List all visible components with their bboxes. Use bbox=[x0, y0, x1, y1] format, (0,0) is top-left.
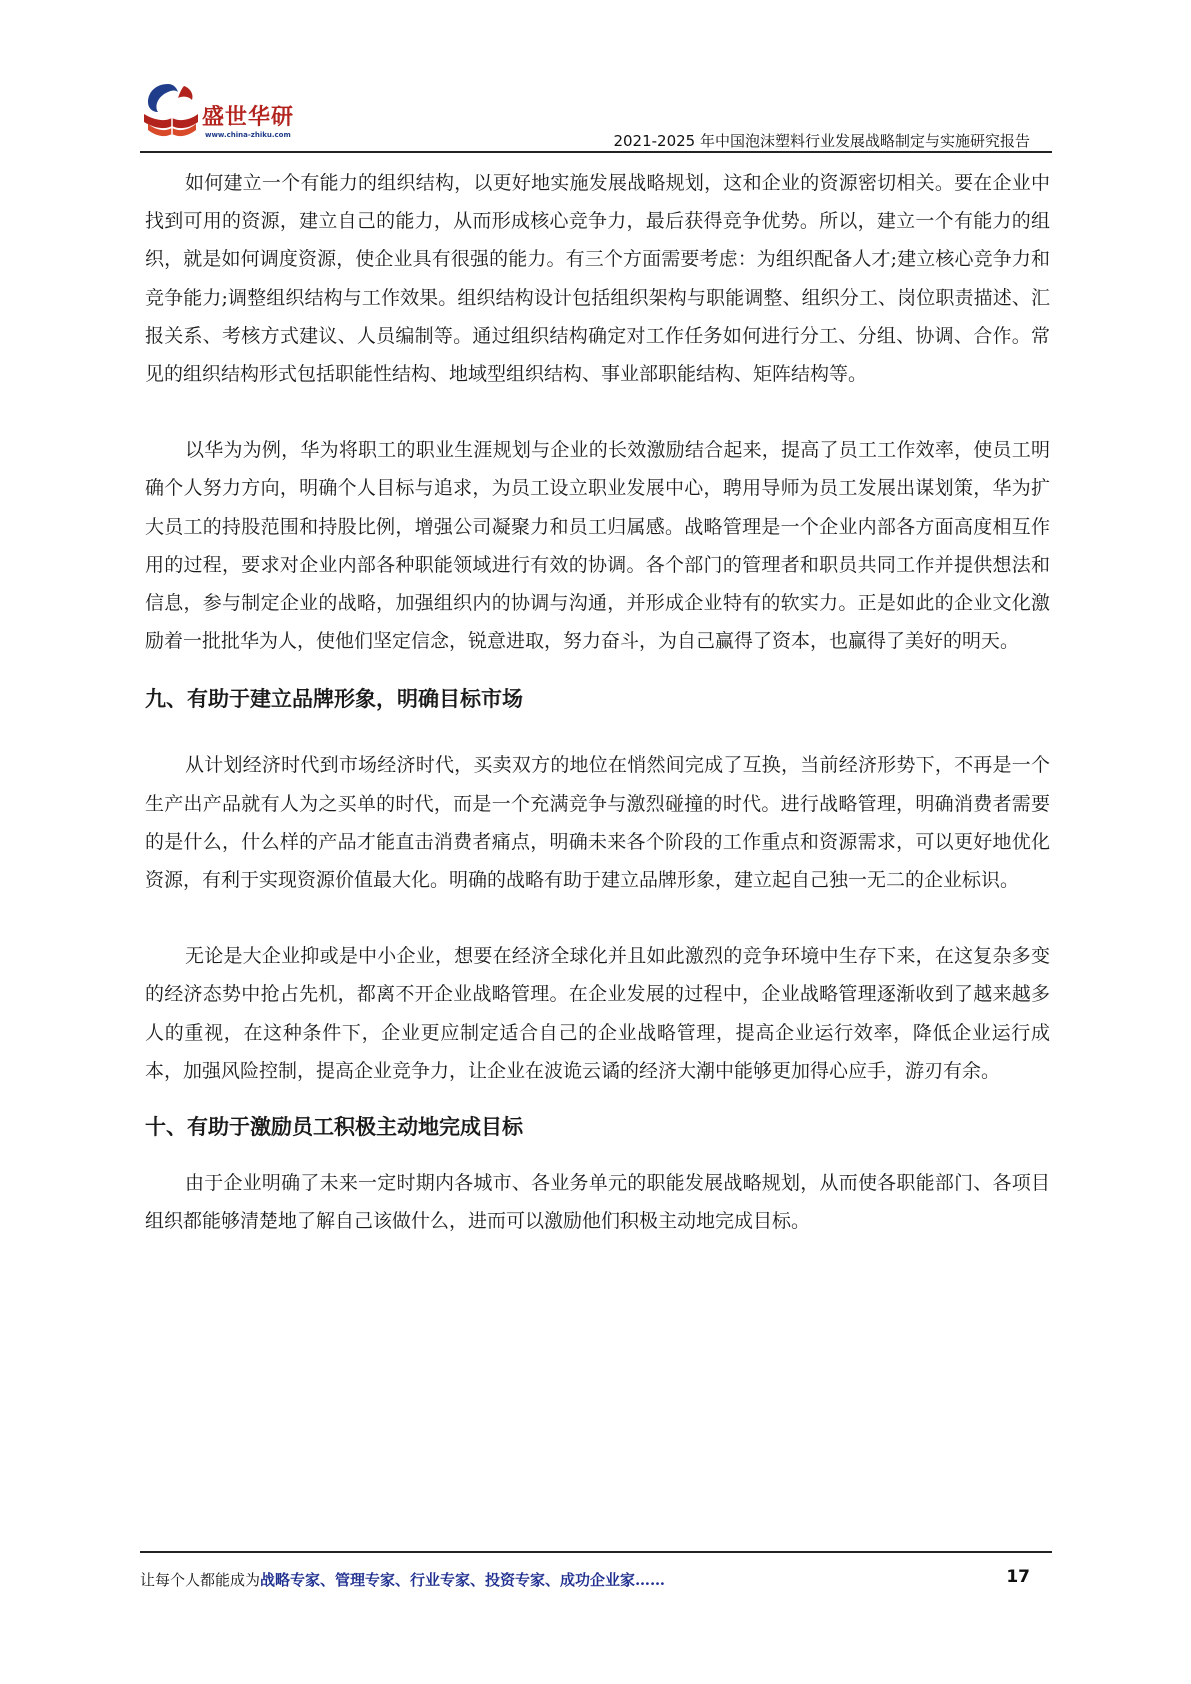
company-logo bbox=[140, 78, 310, 148]
page-footer bbox=[140, 1551, 1052, 1611]
section-heading: 十、有助于激励员工积极主动地完成目标 bbox=[145, 1115, 523, 1140]
footer-divider bbox=[140, 1551, 1052, 1553]
paragraph: 如何建立一个有能力的组织结构，以更好地实施发展战略规划，这和企业的资源密切相关。要在企业中找到可用的资源，建立自己的能力，从而形成核心竞争力，最后获得竞争优势。所以，建立一个有能力的组织，就是如何调度资源，使企业具有很强的能力。有三个方面需要考虑：为组织配备人才;建立核心竞争力和竞争能力;调整组织结构与工作效果。组织结构设计包括组织架构与职能调整、组织分工、岗位职责描述、汇报关系、考核方式建议、人员编制等。通过组织结构确定对工作任务如何进行分工、分组、协调、合作。常见的组织结构形式包括职能性结构、地域型组织结构、事业部职能结构、矩阵结构等。 bbox=[145, 172, 1050, 386]
section-heading: 九、有助于建立品牌形象，明确目标市场 bbox=[145, 687, 523, 712]
paragraph: 从计划经济时代到市场经济时代，买卖双方的地位在悄然间完成了互换，当前经济形势下，不再是一个生产出产品就有人为之买单的时代，而是一个充满竞争与激烈碰撞的时代。进行战略管理，明确消费者需要的是什么，什么样的产品才能直击消费者痛点，明确未来各个阶段的工作重点和资源需求，可以更好地优化资源，有利于实现资源价值最大化。明确的战略有助于建立品牌形象，建立起自己独一无二的企业标识。 bbox=[145, 754, 1050, 892]
header-divider bbox=[140, 151, 1052, 153]
page-number: 17 bbox=[1006, 1567, 1030, 1587]
report-title: 2021-2025 年中国泡沫塑料行业发展战略制定与实施研究报告 bbox=[613, 132, 1030, 150]
paragraph: 无论是大企业抑或是中小企业，想要在经济全球化并且如此激烈的竞争环境中生存下来，在这复杂多变的经济态势中抢占先机，都离不开企业战略管理。在企业发展的过程中，企业战略管理逐渐收到了越来越多人的重视，在这种条件下，企业更应制定适合自己的企业战略管理，提高企业运行效率，降低企业运行成本，加强风险控制，提高企业竞争力，让企业在波诡云谲的经济大潮中能够更加得心应手，游刃有余。 bbox=[145, 945, 1050, 1082]
slogan-prefix: 让每个人都能成为 bbox=[140, 1571, 261, 1589]
page-header bbox=[140, 78, 1052, 153]
logo-emblem-icon bbox=[140, 78, 204, 142]
logo-name: 盛世华研 bbox=[202, 105, 295, 130]
slogan-highlight: 战略专家、管理专家、行业专家、投资专家、成功企业家…… bbox=[260, 1571, 666, 1589]
paragraph: 以华为为例，华为将职工的职业生涯规划与企业的长效激励结合起来，提高了员工工作效率，使员工明确个人努力方向，明确个人目标与追求，为员工设立职业发展中心，聘用导师为员工发展出谋划策，华为扩大员工的持股范围和持股比例，增强公司凝聚力和员工归属感。战略管理是一个企业内部各方面高度相互作用的过程，要求对企业内部各种职能领域进行有效的协调。各个部门的管理者和职员共同工作并提供想法和信息，参与制定企业的战略，加强组织内的协调与沟通，并形成企业特有的软实力。正是如此的企业文化激励着一批批华为人，使他们坚定信念，锐意进取，努力奋斗，为自己赢得了资本，也赢得了美好的明天。 bbox=[145, 439, 1050, 653]
logo-url: www.china-zhiku.com bbox=[205, 131, 291, 139]
document-body bbox=[145, 164, 1050, 1240]
footer-slogan bbox=[140, 1569, 665, 1590]
paragraph: 由于企业明确了未来一定时期内各城市、各业务单元的职能发展战略规划，从而使各职能部门、各项目组织都能够清楚地了解自己该做什么，进而可以激励他们积极主动地完成目标。 bbox=[145, 1172, 1050, 1233]
